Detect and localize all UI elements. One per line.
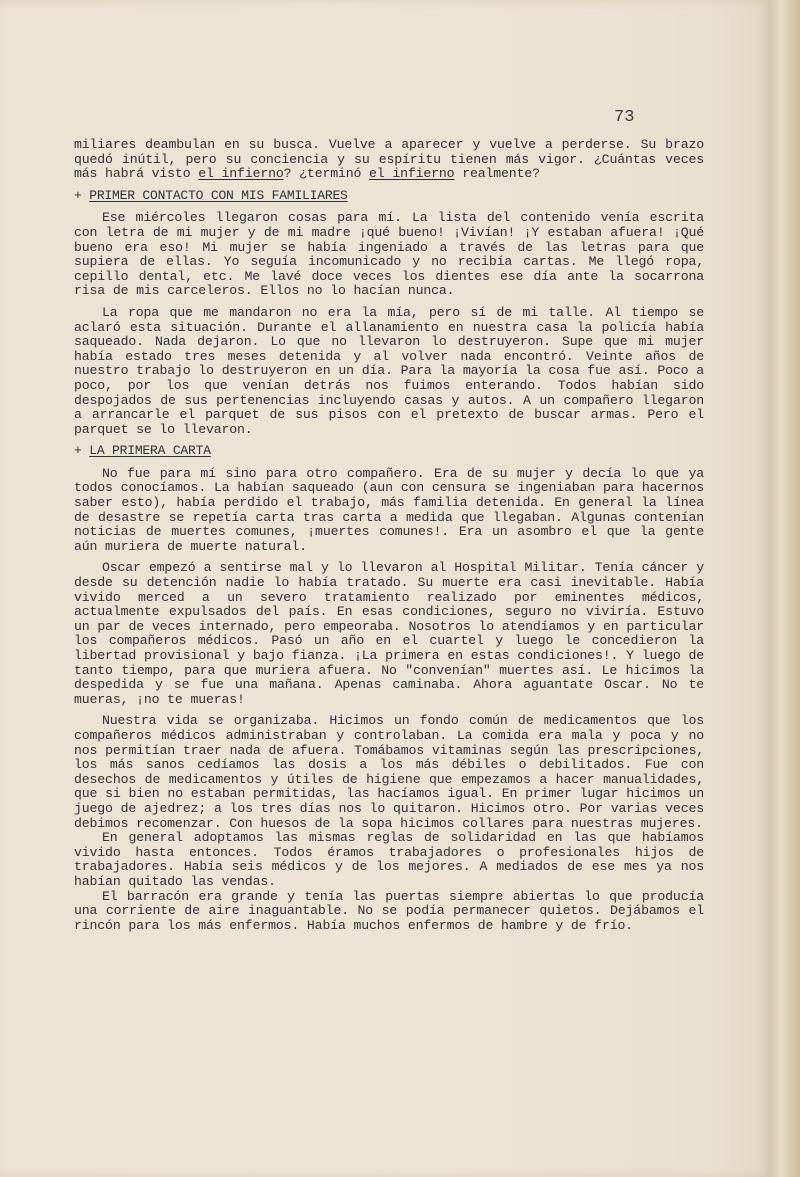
underlined-phrase: el infierno — [369, 166, 455, 182]
paragraph-continuation — [74, 138, 704, 182]
underlined-phrase: el infierno — [198, 166, 284, 182]
paragraph: La ropa que me mandaron no era la mía, pero sí de mi talle. Al tiempo se aclaró esta situación. Durante el allanamiento en nuestra casa la policía había saqueado. Nada dejaron. Lo que no llevaron lo destruyeron. Supe que mi mujer había estado tres meses detenida y al volver nada encontró. Veinte años de nuestro trabajo lo destruyeron en un día. Para la mayoría la cosa fue así. Poco a poco, por los que venían detrás nos fuimos enterando. Todos habían sido despojados de sus pertenencias incluyendo casas y autos. A un compañero llegaron a arrancarle el parquet de sus pisos con el pretexto de buscar armas. Pero el parquet se lo llevaron. — [74, 304, 704, 437]
section-heading — [74, 189, 704, 204]
paragraph: Nuestra vida se organizaba. Hicimos un fondo común de medicamentos que los compañeros médicos administraban y controlaban. La comida era mala y poca y no nos permitían traer nada de afuera. Tomábamos vitaminas según las prescripciones, los más sanos cedíamos las dosis a los más débiles o debilitados. Fue con desechos de medicamentos y útiles de higiene que empezamos a hacer manualidades, que si bien no estaban permitidas, las hacíamos igual. En primer lugar hicimos un juego de ajedrez; a los tres días nos lo quitaron. Hicimos otro. Por varias veces debimos recomenzar. Con huesos de la sopa hicimos collares para nuestras mujeres. — [74, 713, 704, 831]
page-number: 73 — [614, 108, 635, 127]
paragraph: El barracón era grande y tenía las puertas siempre abiertas lo que producía una corriente de aire inaguantable. No se podía permanecer quietos. Dejábamos el rincón para los más enfermos. Había muchos enfermos de hambre y de frío. — [74, 888, 704, 933]
heading-title: LA PRIMERA CARTA — [89, 443, 211, 459]
paragraph: No fue para mí sino para otro compañero. Era de su mujer y decía lo que ya todos conocíamos. La habían saqueado (aun con censura se ingeniaban para hacernos saber esto), había perdido el trabajo, más familia detenida. En general la línea de desastre se repetía carta tras carta a medida que llegaban. Algunas contenían noticias de muertes comunes, ¡muertes comunes!. Era un asombro el que la gente aún muriera de muerte natural. — [74, 465, 704, 554]
text-segment: miliares deambulan en su busca. Vuelve a aparecer y vuelve a perderse. Su brazo quedó inútil, pero su conciencia y su espíritu tienen más vigor. ¿Cuántas veces más habrá visto — [74, 137, 704, 182]
text-segment: realmente? — [454, 166, 540, 182]
section-heading — [74, 444, 704, 459]
document-body — [74, 138, 704, 940]
paragraph: Ese miércoles llegaron cosas para mí. La lista del contenido venía escrita con letra de mi mujer y de mi madre ¡qué bueno! ¡Vivían! ¡Y estaban afuera! ¡Qué bueno era eso! Mi mujer se había ingeniado a través de las letras para que supiera de ellas. Yo seguía incomunicado y no recibía cartas. Me llegó ropa, cepillo dental, etc. Me lavé doce veces los dientes ese día ante la socarrona risa de mis carceleros. Ellos no lo hacían nunca. — [74, 210, 704, 299]
heading-bullet: + — [74, 187, 82, 203]
book-page-edge — [772, 0, 800, 1177]
paragraph: En general adoptamos las mismas reglas de solidaridad en las que habíamos vivido hasta entonces. Todos éramos trabajadores o profesionales hijos de trabajadores. Había seis médicos y de los mejores. A mediados de ese mes ya nos habían quitado las vendas. — [74, 830, 704, 889]
paragraph: Oscar empezó a sentirse mal y lo llevaron al Hospital Militar. Tenía cáncer y desde su detención nadie lo había tratado. Su muerte era casi inevitable. Había vivido merced a un severo tratamiento realizado por eminentes médicos, actualmente expulsados del país. En esas condiciones, seguro no viviría. Estuvo un par de veces internado, pero empeoraba. Nosotros lo atendíamos y en particular los compañeros médicos. Pasó un año en el cuartel y luego le concedieron la libertad provisional y bajo fianza. ¡La primera en estas condiciones!. Y luego de tanto tiempo, para que muriera afuera. No "convenían" muertes así. Le hicimos la despedida y se fue una mañana. Apenas caminaba. Ahora aguantate Oscar. No te mueras, ¡no te mueras! — [74, 560, 704, 707]
text-segment: ? ¿terminó — [283, 166, 370, 182]
heading-bullet: + — [74, 443, 82, 459]
heading-title: PRIMER CONTACTO CON MIS FAMILIARES — [89, 187, 348, 203]
